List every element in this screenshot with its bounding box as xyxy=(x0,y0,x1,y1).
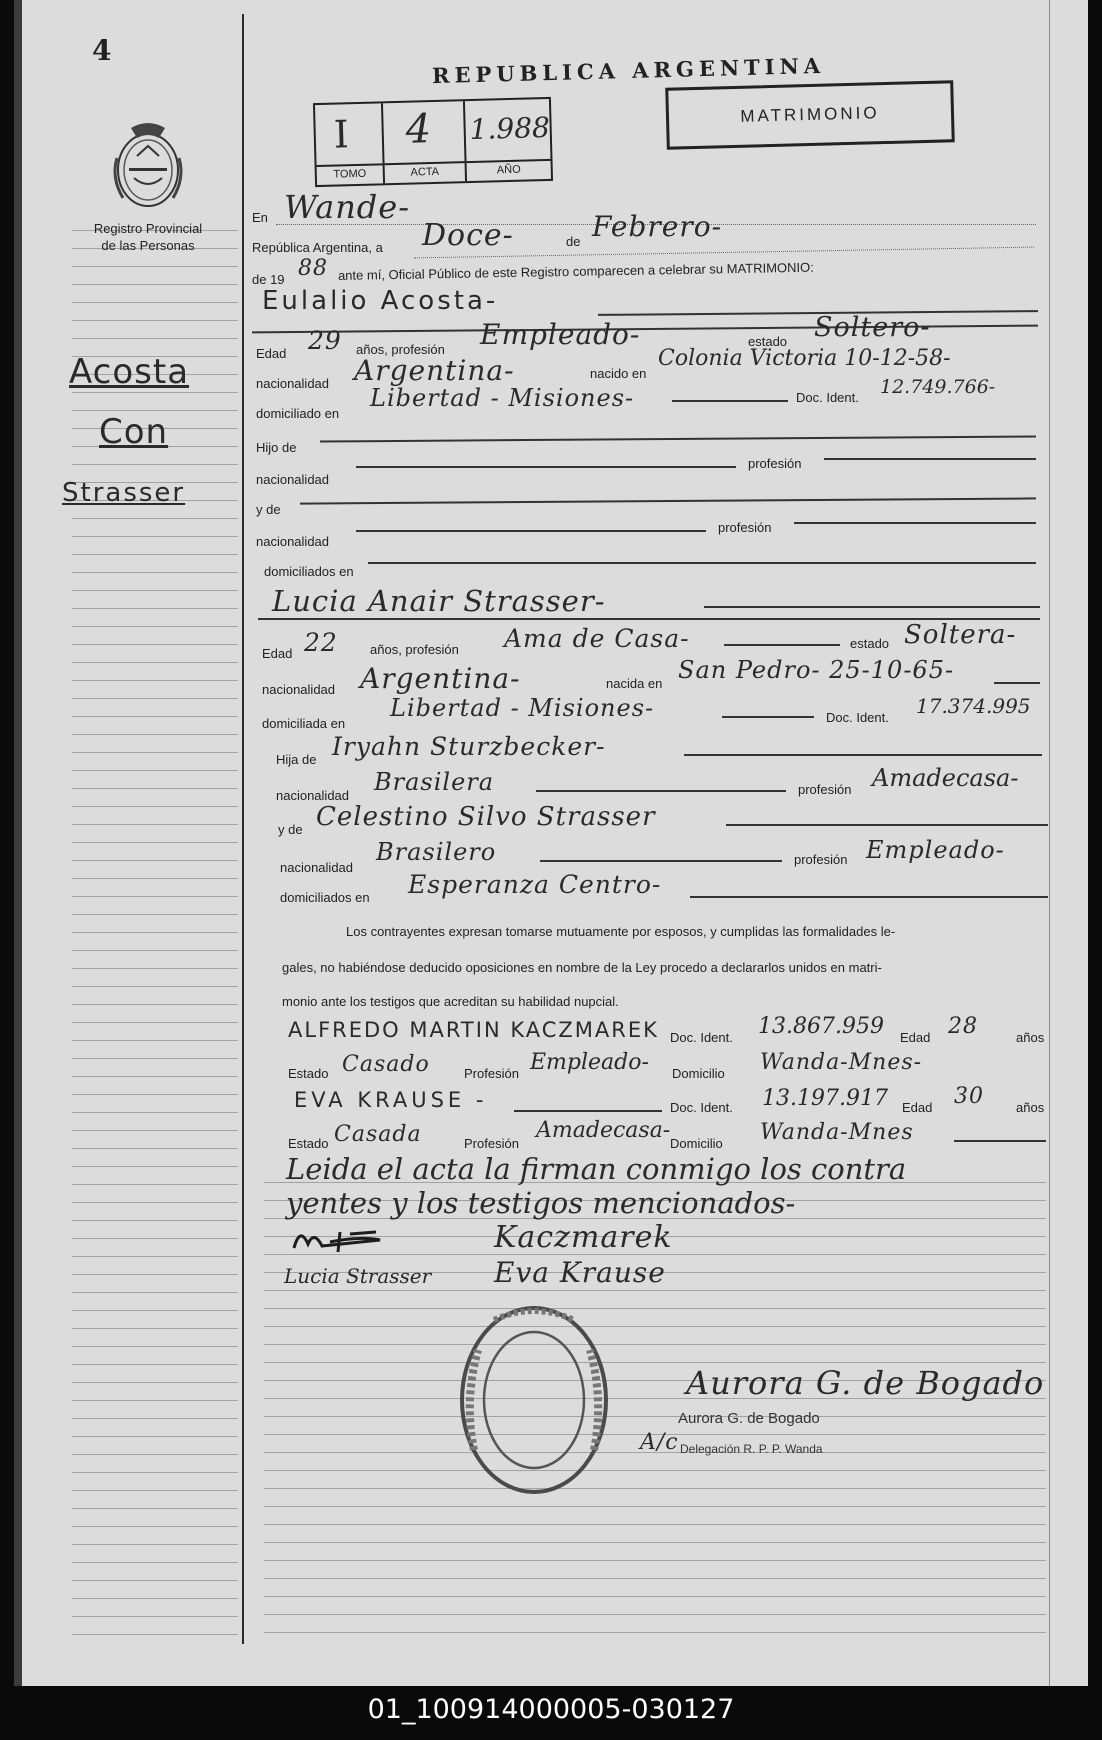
margin-rule-line xyxy=(72,1238,238,1239)
coat-of-arms-icon xyxy=(109,118,187,212)
body-rule-line xyxy=(264,1344,1046,1345)
tomo-cell xyxy=(315,103,385,185)
acta-value: 4 xyxy=(405,106,433,153)
body-rule-line xyxy=(264,1416,1046,1417)
bride-nac1-label: nacionalidad xyxy=(276,788,350,803)
bride-mother-nat: Brasilera xyxy=(374,768,495,796)
witness2-doc: 13.197.917 xyxy=(762,1086,888,1111)
margin-rule-line xyxy=(72,1436,238,1437)
margin-rule-line xyxy=(72,1490,238,1491)
margin-rule-line xyxy=(72,392,238,393)
republica-label: República Argentina, a xyxy=(252,240,383,255)
witness1-anos-label: años xyxy=(1016,1030,1045,1045)
official-seal-icon xyxy=(454,1300,614,1500)
margin-rule-line xyxy=(72,1526,238,1527)
witness2-anos-label: años xyxy=(1016,1100,1045,1115)
ano-label: AÑO xyxy=(467,159,551,177)
bride-age: 22 xyxy=(304,628,338,657)
witness1-estado: Casado xyxy=(342,1052,430,1077)
margin-rule-line xyxy=(72,1418,238,1419)
bride-nationality: Argentina- xyxy=(360,662,521,695)
margin-rule-line xyxy=(72,1454,238,1455)
margin-surname-2: Strasser xyxy=(62,478,186,508)
ano-value: 1.988 xyxy=(469,110,551,147)
margin-rule-line xyxy=(72,590,238,591)
witness2-estado: Casada xyxy=(334,1122,422,1147)
groom-nacido-label: nacido en xyxy=(590,366,647,381)
registry-line2: de las Personas xyxy=(101,238,195,253)
margin-rule-line xyxy=(72,716,238,717)
margin-rule-line xyxy=(72,1112,238,1113)
witness2-estado-label: Estado xyxy=(288,1136,329,1151)
margin-rule-line xyxy=(72,410,238,411)
initials: A/c xyxy=(640,1430,679,1455)
year-prefix: de 19 xyxy=(252,272,285,287)
margin-rule-line xyxy=(72,1400,238,1401)
body-rule-line xyxy=(264,1308,1046,1309)
en-label: En xyxy=(252,210,268,225)
bride-estado: Soltera- xyxy=(904,620,1017,650)
margin-rule-line xyxy=(72,1598,238,1599)
witness1-doc: 13.867.959 xyxy=(758,1014,884,1039)
margin-rule-line xyxy=(72,1382,238,1383)
bride-nac2-label: nacionalidad xyxy=(280,860,354,875)
margin-rule-line xyxy=(72,878,238,879)
margin-rule-line xyxy=(72,1292,238,1293)
groom-doc-label: Doc. Ident. xyxy=(796,390,859,405)
witness1-signature: Kaczmarek xyxy=(494,1220,673,1255)
witness1-domicilio-label: Domicilio xyxy=(672,1066,725,1081)
witness1-age: 28 xyxy=(948,1014,978,1039)
margin-rule-line xyxy=(72,302,238,303)
official-name: Aurora G. de Bogado xyxy=(678,1410,820,1427)
margin-rule-line xyxy=(72,950,238,951)
groom-estado: Soltero- xyxy=(814,312,931,343)
record-box xyxy=(313,97,553,187)
margin-divider xyxy=(242,14,244,1644)
witness2-doc-label: Doc. Ident. xyxy=(670,1100,733,1115)
margin-rule-line xyxy=(72,464,238,465)
witness1-profession: Empleado- xyxy=(530,1050,649,1075)
margin-rule-line xyxy=(72,1040,238,1041)
margin-rule-line xyxy=(72,1634,238,1635)
margin-rule-line xyxy=(72,734,238,735)
groom-estado-label: estado xyxy=(748,334,788,349)
margin-rule-line xyxy=(72,1202,238,1203)
witness2-domicile: Wanda-Mnes xyxy=(760,1120,914,1145)
margin-rule-line xyxy=(72,1148,238,1149)
margin-rule-line xyxy=(72,896,238,897)
margin-rule-line xyxy=(72,1562,238,1563)
margin-rule-line xyxy=(72,1022,238,1023)
margin-rule-line xyxy=(72,536,238,537)
witness2-age: 30 xyxy=(954,1084,984,1109)
groom-nac1-label: nacionalidad xyxy=(256,472,330,487)
bride-mother: Iryahn Sturzbecker- xyxy=(332,732,606,761)
body-rule-line xyxy=(264,1470,1046,1471)
day-value: Doce- xyxy=(422,218,514,253)
groom-domiciliados-label: domiciliados en xyxy=(264,564,354,579)
margin-rule-line xyxy=(72,1184,238,1185)
groom-anos-label: años, profesión xyxy=(356,342,445,357)
official-signature: Aurora G. de Bogado xyxy=(686,1364,1045,1402)
closing-line1: Leida el acta la firman conmigo los contra xyxy=(286,1152,907,1186)
groom-name: Eulalio Acosta- xyxy=(262,286,499,316)
margin-rule-line xyxy=(72,932,238,933)
groom-nationality: Argentina- xyxy=(354,354,515,387)
file-id: 01_100914000005-030127 xyxy=(367,1694,735,1725)
witness1-name: ALFREDO MARTIN KACZMAREK xyxy=(288,1018,659,1042)
de-label: de xyxy=(566,234,581,249)
bride-domiciliada-label: domiciliada en xyxy=(262,716,346,731)
bride-hija-label: Hija de xyxy=(276,752,317,767)
margin-rule-line xyxy=(72,644,238,645)
margin-rule-line xyxy=(72,1310,238,1311)
witness2-name: EVA KRAUSE - xyxy=(294,1088,488,1112)
bride-father-prof: Empleado- xyxy=(866,836,1005,864)
bride-nacida-label: nacida en xyxy=(606,676,663,691)
act-type-box xyxy=(665,80,955,150)
groom-nac-label: nacionalidad xyxy=(256,376,330,391)
margin-rule-line xyxy=(72,752,238,753)
groom-domicile: Libertad - Misiones- xyxy=(370,384,635,412)
body-rule-line xyxy=(264,1632,1046,1633)
margin-rule-line xyxy=(72,1076,238,1077)
body-rule-line xyxy=(264,1524,1046,1525)
witness2-profession: Amadecasa- xyxy=(536,1118,671,1143)
margin-rule-line xyxy=(72,266,238,267)
groom-prof1-label: profesión xyxy=(748,456,802,471)
bride-prof2-label: profesión xyxy=(794,852,848,867)
margin-rule-line xyxy=(72,320,238,321)
margin-rule-line xyxy=(72,608,238,609)
groom-nac2-label: nacionalidad xyxy=(256,534,330,549)
margin-rule-line xyxy=(72,1328,238,1329)
margin-rule-line xyxy=(72,1166,238,1167)
tomo-label: TOMO xyxy=(317,163,383,181)
margin-rule-line xyxy=(72,824,238,825)
margin-rule-line xyxy=(72,1256,238,1257)
bride-name: Lucia Anair Strasser- xyxy=(272,584,606,618)
groom-edad-label: Edad xyxy=(256,346,287,361)
document-page xyxy=(14,0,1088,1686)
bride-estado-label: estado xyxy=(850,636,890,651)
act-type: MATRIMONIO xyxy=(740,103,880,126)
margin-rule-line xyxy=(72,1508,238,1509)
body-rule-line xyxy=(264,1326,1046,1327)
margin-con: Con xyxy=(99,412,169,452)
bride-mother-prof: Amadecasa- xyxy=(872,764,1019,792)
margin-rule-line xyxy=(72,662,238,663)
margin-rule-line xyxy=(72,860,238,861)
body-rule-line xyxy=(264,1506,1046,1507)
bride-birth: San Pedro- 25-10-65- xyxy=(678,656,955,684)
margin-rule-line xyxy=(72,284,238,285)
margin-rule-line xyxy=(72,518,238,519)
margin-rule-line xyxy=(72,986,238,987)
margin-rule-line xyxy=(72,1580,238,1581)
groom-age: 29 xyxy=(308,326,342,355)
margin-rule-line xyxy=(72,680,238,681)
bride-nac-label: nacionalidad xyxy=(262,682,336,697)
margin-rule-line xyxy=(72,1544,238,1545)
registry-name xyxy=(74,220,222,254)
margin-rule-line xyxy=(72,1220,238,1221)
margin-rule-line xyxy=(72,914,238,915)
margin-rule-line xyxy=(72,1472,238,1473)
margin-rule-line xyxy=(72,338,238,339)
margin-rule-line xyxy=(72,1094,238,1095)
bride-father: Celestino Silvo Strasser xyxy=(316,802,656,832)
margin-rule-line xyxy=(72,1058,238,1059)
margin-rule-line xyxy=(72,806,238,807)
ano-cell xyxy=(465,99,551,181)
margin-rule-line xyxy=(72,572,238,573)
delegation-name: Delegación R. P. P. Wanda xyxy=(680,1442,823,1456)
registry-line1: Registro Provincial xyxy=(93,221,203,236)
margin-rule-line xyxy=(72,842,238,843)
margin-rule-line xyxy=(72,1364,238,1365)
margin-rule-line xyxy=(72,1004,238,1005)
witness2-profesion-label: Profesión xyxy=(464,1136,519,1151)
year-suffix: 88 xyxy=(298,256,328,281)
body-rule-line xyxy=(264,1362,1046,1363)
closing-line2: yentes y los testigos mencionados- xyxy=(286,1186,796,1220)
body-rule-line xyxy=(264,1560,1046,1561)
place-value: Wande- xyxy=(284,188,411,226)
margin-rule-line xyxy=(72,1274,238,1275)
binding-strip xyxy=(14,0,22,1686)
body-rule-line xyxy=(264,1488,1046,1489)
bride-yde-label: y de xyxy=(278,822,303,837)
bride-profession: Ama de Casa- xyxy=(504,624,690,653)
acta-label: ACTA xyxy=(385,161,465,179)
witness1-edad-label: Edad xyxy=(900,1030,931,1045)
witness1-estado-label: Estado xyxy=(288,1066,329,1081)
body-rule-line xyxy=(264,1290,1046,1291)
page-number: 4 xyxy=(92,34,112,67)
officer-text: ante mí, Oficial Público de este Registro comparecen a celebrar su MATRIMONIO: xyxy=(337,259,814,283)
groom-doc: 12.749.766- xyxy=(880,376,996,398)
bride-anos-label: años, profesión xyxy=(370,642,459,657)
margin-rule-line xyxy=(72,968,238,969)
groom-profession: Empleado- xyxy=(480,318,641,351)
margin-rule-line xyxy=(72,554,238,555)
body-rule-line xyxy=(264,1596,1046,1597)
margin-rule-line xyxy=(72,770,238,771)
bride-doc: 17.374.995 xyxy=(916,694,1031,718)
body-rule-line xyxy=(264,1578,1046,1579)
groom-domiciliado-label: domiciliado en xyxy=(256,406,340,421)
margin-rule-line xyxy=(72,1130,238,1131)
month-value: Febrero- xyxy=(592,210,723,243)
body-rule-line xyxy=(264,1614,1046,1615)
witness1-doc-label: Doc. Ident. xyxy=(670,1030,733,1045)
witness2-signature: Eva Krause xyxy=(494,1256,666,1289)
tomo-value: I xyxy=(333,112,351,157)
witness2-domicilio-label: Domicilio xyxy=(670,1136,723,1151)
bride-father-nat: Brasilero xyxy=(376,838,497,866)
declaration-line3: monio ante los testigos que acreditan su habilidad nupcial. xyxy=(282,994,619,1009)
declaration-line1: Los contrayentes expresan tomarse mutuamente por esposos, y cumplidas las formalidades le- xyxy=(346,924,896,939)
margin-surname-1: Acosta xyxy=(69,352,190,392)
country-title: REPUBLICA ARGENTINA xyxy=(431,52,826,89)
margin-rule-line xyxy=(72,1346,238,1347)
body-rule-line xyxy=(264,1542,1046,1543)
margin-rule-line xyxy=(72,626,238,627)
acta-cell xyxy=(383,101,467,183)
margin-rule-line xyxy=(72,698,238,699)
witness1-domicile: Wanda-Mnes- xyxy=(760,1050,923,1075)
bride-prof1-label: profesión xyxy=(798,782,852,797)
groom-prof2-label: profesión xyxy=(718,520,772,535)
margin-rule-line xyxy=(72,1616,238,1617)
groom-hijo-label: Hijo de xyxy=(256,440,297,455)
declaration-line2: gales, no habiéndose deducido oposiciones en nombre de la Ley procedo a declararlos unidos en matri- xyxy=(282,960,882,975)
bride-parents-domicile: Esperanza Centro- xyxy=(408,870,662,899)
witness2-edad-label: Edad xyxy=(902,1100,933,1115)
bride-edad-label: Edad xyxy=(262,646,293,661)
bride-doc-label: Doc. Ident. xyxy=(826,710,889,725)
right-edge xyxy=(1049,0,1050,1686)
witness1-profesion-label: Profesión xyxy=(464,1066,519,1081)
groom-yde-label: y de xyxy=(256,502,281,517)
bride-domiciliados-label: domiciliados en xyxy=(280,890,370,905)
groom-signature-icon xyxy=(290,1222,400,1256)
bride-domicile: Libertad - Misiones- xyxy=(390,694,655,722)
bride-signature: Lucia Strasser xyxy=(284,1264,432,1288)
margin-rule-line xyxy=(72,788,238,789)
groom-birth: Colonia Victoria 10-12-58- xyxy=(658,346,951,371)
